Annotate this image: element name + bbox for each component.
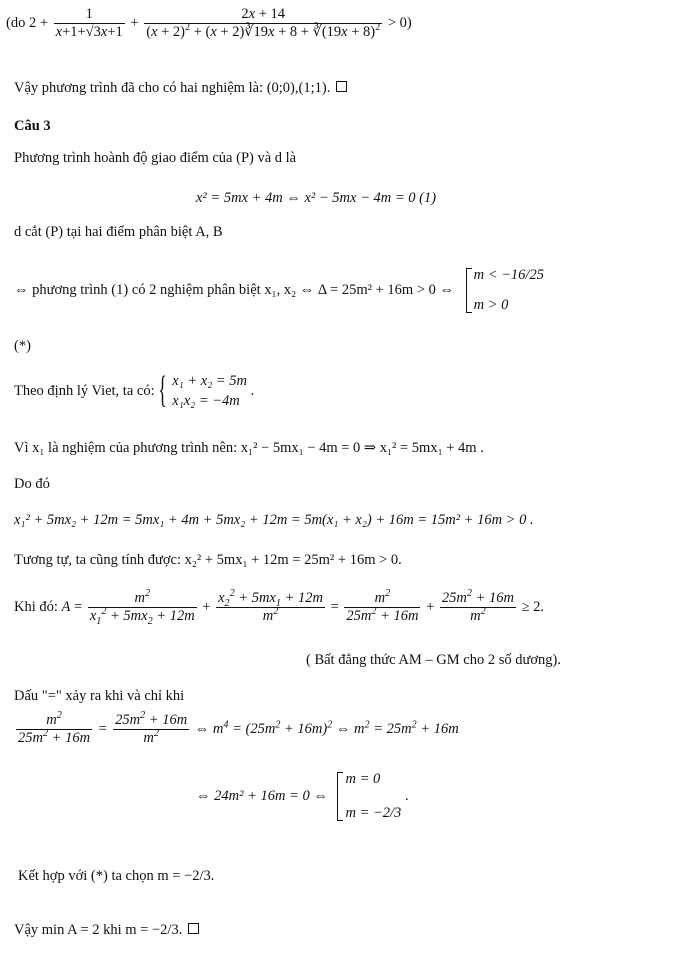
case-1: m = 0: [345, 771, 381, 787]
line-11: Do đó: [14, 476, 50, 492]
viet-text: Theo định lý Viet, ta có:: [14, 382, 155, 399]
fraction: $\frac{m^2}{25m^2 + 16m}$: [18, 710, 91, 747]
qed-box-icon: [188, 923, 199, 934]
fraction: $\frac{25m^2 + 16m}{m^2}$: [441, 588, 514, 625]
viet-product: x₁x₂ = −4m: [172, 392, 240, 409]
line-4: Phương trình hoành độ giao điểm của (P) và d là: [14, 150, 297, 166]
line-2: [14, 80, 347, 97]
fraction: $\frac{x_2^2 + 5mx_1 + 12m}{m^2}$: [218, 588, 323, 625]
solutions: (0;0),(1;1).: [266, 80, 331, 96]
fraction: $\frac{m^2}{x_1^2 + 5mx_2 + 12m}$: [89, 588, 195, 628]
viet-sum: { x₁ + x₂ = 5m: [172, 373, 247, 389]
final-answer: Vậy min A = 2 khi m = −2/3.: [14, 922, 183, 938]
qed-box-icon: [336, 81, 347, 92]
line-7: [14, 266, 544, 315]
star-mark: (*): [14, 338, 31, 354]
line-13: Tương tự, ta cũng tính được: x₂² + 5mx₁ + 12m = 25m² + 16m > 0.: [14, 552, 402, 568]
line-6: d cắt (P) tại hai điểm phân biệt A, B: [14, 224, 223, 240]
line-17: $\frac{m^2}{25m^2 + 16m}$ = $\frac{25m^2 + 16m}{m^2}$ ⇔ $m^4 = (25m^2 + 16m)^2$ ⇔ $m^2 = 25m^2 + 16m$: [18, 710, 459, 747]
case-bracket: [333, 770, 401, 823]
fraction: $\frac{m^2}{25m^2 + 16m}$: [346, 588, 419, 625]
fraction: $\frac{1}{x+1+√3x+1}$: [55, 6, 123, 41]
case-2: m = −2/3: [345, 804, 402, 821]
quadratic: ⇔ 24m² + 16m = 0 ⇔: [196, 787, 328, 804]
case-1: m < −16/25: [473, 267, 544, 283]
case-2: m > 0: [473, 296, 509, 313]
conclusion-text: Vậy phương trình đã cho có hai nghiệm là:: [14, 80, 264, 96]
fraction: $\frac{2x + 14}{(x + 2)^2 + (x + 2)∛19x + 8 + ∛(19x + 8)^2}$: [146, 6, 381, 41]
fraction: $\frac{25m^2 + 16m}{m^2}$: [115, 710, 188, 747]
line-1: (do 2 + $\frac{1}{x+1+√3x+1}$ + $\frac{2x + 14}{(x + 2)^2 + (x + 2)∛19x + 8 + ∛(19x + 8)^2}$ > 0): [6, 6, 412, 41]
condition-text: ⇔ phương trình (1) có 2 nghiệm phân biệt x₁, x₂ ⇔ Δ = 25m² + 16m > 0 ⇔: [14, 281, 454, 298]
line-12: x₁² + 5mx₂ + 12m = 5mx₁ + 4m + 5mx₂ + 12m = 5m(x₁ + x₂) + 16m = 15m² + 16m > 0 .: [14, 512, 534, 528]
line-19: Kết hợp với (*) ta chọn m = −2/3.: [18, 868, 215, 884]
line-20: [14, 922, 199, 939]
line-14: Khi đó: A = $\frac{m^2}{x_1^2 + 5mx_2 + 12m}$ + $\frac{x_2^2 + 5mx_1 + 12m}{m^2}$ = $\frac{m^2}{25m^2 + 16m}$ + $\frac{25m^2 + 16m}{m^2}$ ≥ 2.: [14, 588, 545, 628]
line-9: Theo định lý Viet, ta có: { x₁ + x₂ = 5m x₁x₂ = −4m .: [14, 372, 254, 411]
question-heading: Câu 3: [14, 118, 51, 134]
equation-1: x² = 5mx + 4m ⇔ x² − 5mx − 4m = 0 (1): [196, 190, 437, 206]
line-10: Vì x₁ là nghiệm của phương trình nên: x₁² − 5mx₁ − 4m = 0 ⇒ x₁² = 5mx₁ + 4m .: [14, 440, 484, 456]
viet-system: [160, 372, 247, 411]
am-gm-note: ( Bất đẳng thức AM – GM cho 2 số dương).: [306, 652, 561, 668]
line-18: ⇔ 24m² + 16m = 0 ⇔ m = 0 m = −2/3 .: [196, 770, 409, 823]
line-16: Dấu "=" xảy ra khi và chỉ khi: [14, 688, 185, 704]
case-bracket: [462, 266, 544, 315]
